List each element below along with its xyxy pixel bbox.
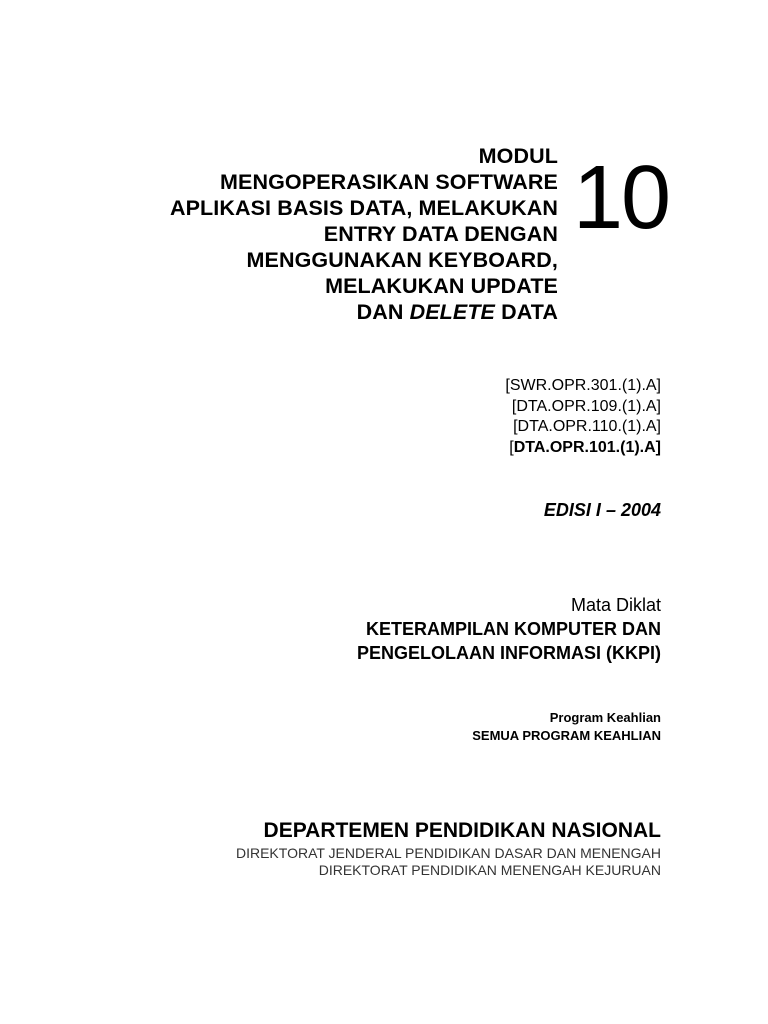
- title-word-delete: DELETE: [409, 300, 495, 324]
- code-bold-text: DTA.OPR.101.(1).A]: [513, 438, 661, 456]
- edition: EDISI I – 2004: [543, 500, 661, 520]
- department-block: [236, 817, 661, 879]
- title-line-last: [170, 299, 558, 325]
- code-bracket: [: [509, 438, 514, 456]
- competency-code: [DTA.OPR.109.(1).A]: [511, 397, 661, 415]
- title-line: ENTRY DATA DENGAN: [323, 222, 558, 246]
- subject-block: [357, 593, 661, 665]
- title-word-data: DATA: [501, 300, 558, 324]
- program-block: [472, 709, 661, 745]
- directorate: DIREKTORAT PENDIDIKAN MENENGAH KEJURUAN: [318, 862, 661, 878]
- subject-name: KETERAMPILAN KOMPUTER DAN: [366, 619, 661, 639]
- program-value: SEMUA PROGRAM KEAHLIAN: [472, 728, 661, 743]
- department-name: DEPARTEMEN PENDIDIKAN NASIONAL: [263, 819, 661, 842]
- directorate-general: DIREKTORAT JENDERAL PENDIDIKAN DASAR DAN MENENGAH: [235, 845, 661, 861]
- module-number: 10: [573, 148, 670, 248]
- program-label: Program Keahlian: [549, 710, 661, 725]
- title-line: APLIKASI BASIS DATA, MELAKUKAN: [169, 196, 558, 220]
- competency-code: [SWR.OPR.301.(1).A]: [505, 377, 661, 394]
- subject-label: Mata Diklat: [570, 595, 661, 615]
- competency-code-last: [505, 438, 661, 459]
- title-word-dan: DAN: [356, 300, 404, 324]
- competency-codes: [505, 376, 661, 458]
- title-line: MELAKUKAN UPDATE: [325, 274, 558, 298]
- module-title: [170, 143, 558, 325]
- title-line: MENGOPERASIKAN SOFTWARE: [220, 170, 558, 194]
- title-line: MENGGUNAKAN KEYBOARD,: [246, 248, 558, 272]
- subject-name: PENGELOLAAN INFORMASI (KKPI): [357, 643, 661, 663]
- competency-code: [DTA.OPR.110.(1).A]: [513, 418, 661, 435]
- title-line-modul: MODUL: [478, 144, 558, 168]
